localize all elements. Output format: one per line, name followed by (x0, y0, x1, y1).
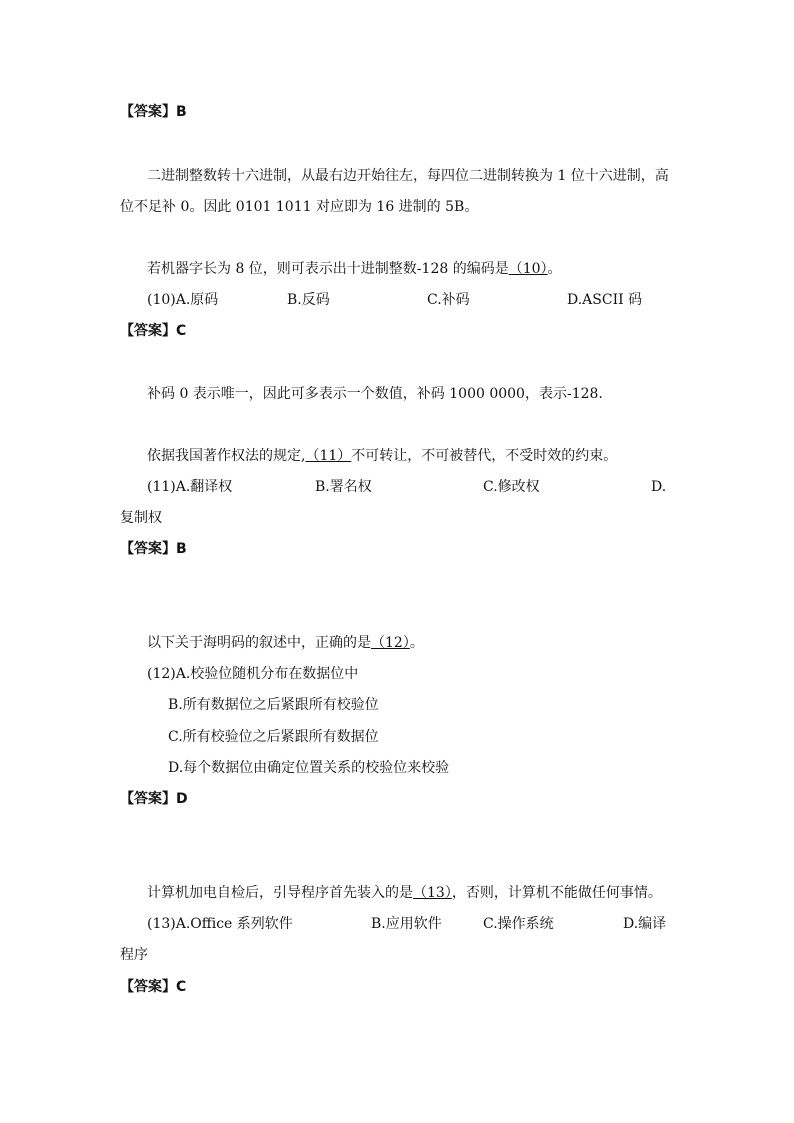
explanation-line: 二进制整数转十六进制，从最右边开始往左，每四位二进制转换为 1 位十六进制，高 (147, 168, 669, 184)
question-stem-text: 以下关于海明码的叙述中，正确的是 (147, 635, 371, 651)
answer-blank: （13） (413, 885, 452, 901)
option-d: D. (651, 479, 667, 495)
question-stem-text: 不可转让，不可被替代，不受时效的约束。 (351, 448, 618, 464)
answer-blank: （10） (508, 261, 548, 277)
explanation-line: 补码 0 表示唯一，因此可多表示一个数值，补码 1000 0000，表示-128. (147, 386, 603, 402)
option-b: B.应用软件 (371, 916, 442, 932)
question-stem-text: 依据我国著作权法的规定, (147, 448, 306, 464)
option-d: D.每个数据位由确定位置关系的校验位来校验 (168, 760, 450, 776)
option-c: C.所有校验位之后紧跟所有数据位 (168, 729, 379, 745)
question-stem (147, 259, 562, 279)
option-c: C.修改权 (483, 479, 540, 495)
answer-label: 【答案】B (120, 541, 187, 557)
question-stem-text: 若机器字长为 8 位，则可表示出十进制整数-128 的编码是 (147, 261, 509, 277)
option-a: (12)A.校验位随机分布在数据位中 (147, 666, 359, 682)
question-stem (147, 446, 617, 466)
answer-blank: （12） (371, 635, 410, 651)
option-b: B.所有数据位之后紧跟所有校验位 (168, 697, 379, 713)
option-c: C.补码 (427, 292, 470, 308)
explanation-line: 位不足补 0。因此 0101 1011 对应即为 16 进制的 5B。 (120, 199, 479, 215)
question-stem-text: 。 (409, 635, 424, 651)
option-a: (10)A.原码 (147, 292, 219, 308)
option-c: C.操作系统 (483, 916, 554, 932)
option-d-continued: 程序 (120, 947, 148, 963)
answer-blank: （11） (305, 448, 352, 464)
answer-label: 【答案】D (120, 791, 188, 807)
answer-label: 【答案】B (120, 104, 187, 120)
option-d: D.ASCII 码 (567, 292, 643, 308)
question-stem-text: 计算机加电自检后，引导程序首先装入的是 (147, 885, 413, 901)
answer-label: 【答案】C (120, 979, 187, 995)
option-d: D.编译 (623, 916, 667, 932)
option-a: (11)A.翻译权 (147, 479, 233, 495)
option-a: (13)A.Office 系列软件 (147, 916, 293, 932)
option-b: B.反码 (287, 292, 330, 308)
question-stem-text: 。 (547, 261, 562, 277)
question-stem-text: ，否则，计算机不能做任何事情。 (451, 885, 662, 901)
question-stem (147, 883, 662, 903)
option-b: B.署名权 (315, 479, 372, 495)
option-d-continued: 复制权 (120, 510, 162, 526)
answer-label: 【答案】C (120, 323, 187, 339)
question-stem (147, 633, 424, 653)
